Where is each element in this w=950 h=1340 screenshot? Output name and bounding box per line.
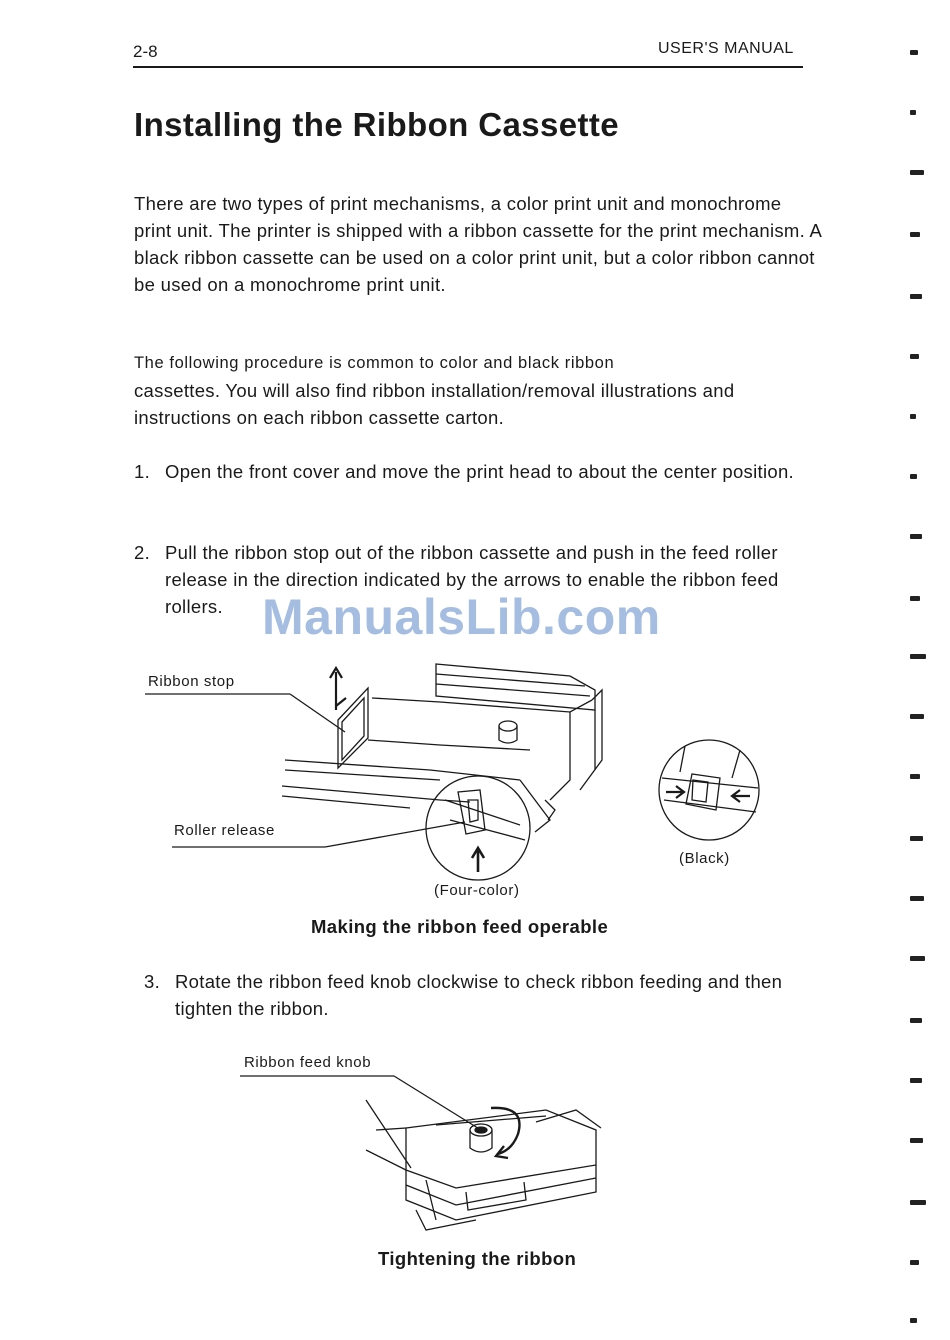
- figure-caption-feed-operable: Making the ribbon feed operable: [311, 916, 609, 937]
- section-title: Installing the Ribbon Cassette: [134, 106, 620, 143]
- page-number: 2-8: [133, 42, 158, 61]
- step-1: [134, 458, 824, 518]
- label-four-color: (Four-color): [434, 882, 520, 899]
- figure-caption-tightening: Tightening the ribbon: [378, 1248, 577, 1269]
- scan-edge-marks: [904, 40, 930, 1330]
- intro-paragraph: There are two types of print mechanisms, a color print unit and monochrome print unit. The printer is shipped with a ribbon cassette for the print mechanism. A black ribbon cassette can be used on a color print unit, but a color ribbon cannot be used on a monochrome print unit.: [134, 193, 822, 295]
- label-ribbon-feed-knob: Ribbon feed knob: [244, 1054, 372, 1071]
- ribbon-knob-diagram: [236, 1070, 616, 1240]
- procedure-paragraph-first-line: The following procedure is common to color and black ribbon: [134, 354, 615, 372]
- header-divider: [133, 66, 803, 68]
- running-header-title: USER'S MANUAL: [658, 40, 794, 57]
- step-number: 3.: [144, 971, 161, 992]
- label-ribbon-stop: Ribbon stop: [148, 673, 235, 690]
- step-3: [144, 968, 834, 1028]
- procedure-paragraph: cassettes. You will also find ribbon installation/removal illustrations and instructions on each ribbon cassette carton.: [134, 380, 735, 428]
- step-number: 2.: [134, 542, 151, 563]
- watermark: ManualsLib.com: [262, 589, 661, 645]
- ribbon-feed-diagram: [140, 650, 780, 890]
- label-roller-release: Roller release: [174, 822, 275, 839]
- label-black: (Black): [679, 850, 730, 867]
- step-text: Open the front cover and move the print head to about the center position.: [165, 461, 794, 482]
- step-text: Pull the ribbon stop out of the ribbon cassette and push in the feed roller release in the direction indicated by the arrows to enable the ribbon feed rollers.: [165, 542, 779, 617]
- step-text: Rotate the ribbon feed knob clockwise to check ribbon feeding and then tighten the ribbon.: [175, 971, 783, 1019]
- step-number: 1.: [134, 461, 151, 482]
